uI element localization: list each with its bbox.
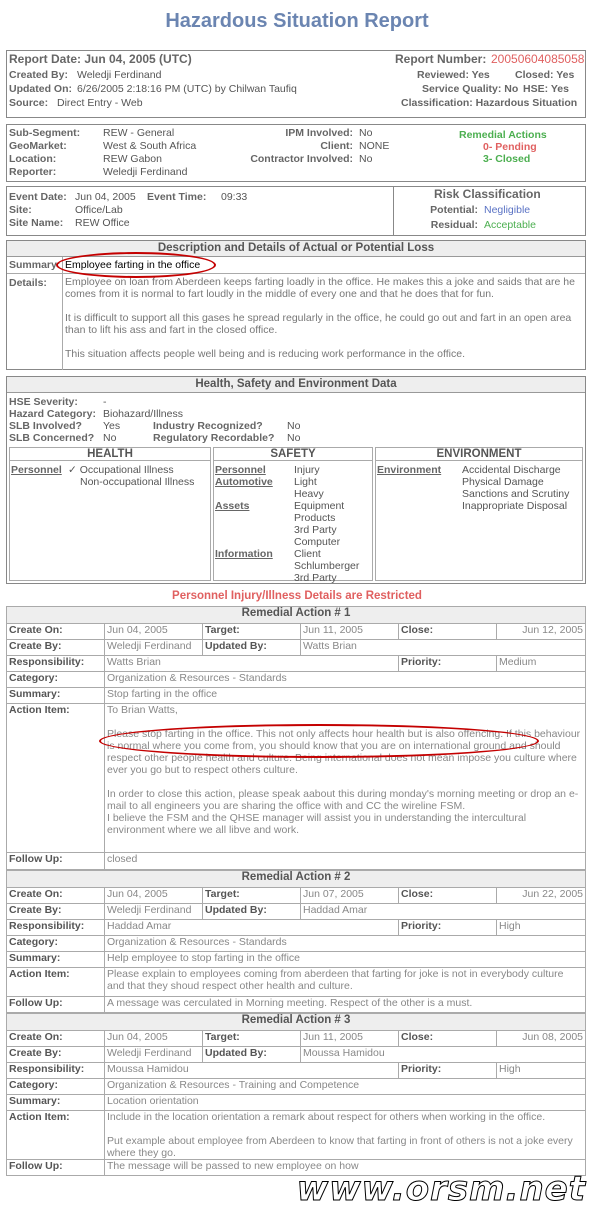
slb-concerned-label: SLB Concerned? [9, 432, 95, 444]
close-value: Jun 22, 2005 [497, 888, 586, 904]
follow-up-label: Follow Up: [7, 853, 105, 870]
category-label: Category: [7, 1079, 105, 1095]
action-header: Remedial Action # 2 [7, 871, 586, 888]
report-header-box [6, 50, 586, 118]
client-label: Client: [320, 140, 353, 152]
close-value: Jun 12, 2005 [497, 624, 586, 640]
event-box [6, 186, 586, 236]
responsibility-value: Haddad Amar [105, 920, 399, 936]
action-item-label: Action Item: [7, 968, 105, 997]
regulatory-recordable-value: No [287, 432, 301, 444]
safety-panel [213, 447, 373, 584]
create-by-value: Weledji Ferdinand [105, 1047, 203, 1063]
products-item: Products [294, 512, 336, 524]
responsibility-label: Responsibility: [7, 1063, 105, 1079]
ipm-value: No [359, 127, 373, 139]
classification: Classification: Hazardous Situation [401, 97, 578, 109]
hse-box [6, 376, 586, 584]
assets-label: Assets [215, 500, 250, 512]
target-value: Jun 11, 2005 [301, 1031, 399, 1047]
reporter-label: Reporter: [9, 166, 57, 178]
third-party-info-item: 3rd Party [294, 572, 337, 584]
contractor-label: Contractor Involved: [250, 153, 353, 165]
remedial-action-3 [6, 1013, 586, 1176]
category-label: Category: [7, 936, 105, 952]
environment-label: Environment [377, 464, 442, 476]
report-number-label: Report Number: [395, 52, 487, 66]
potential-label: Potential: [430, 204, 478, 216]
restricted-notice: Personnel Injury/Illness Details are Restricted [172, 590, 422, 602]
event-time-value: 09:33 [221, 191, 248, 203]
action-item-text: Include in the location orientation a remark about respect for others when working in the office. Put example about employee from Aberdeen to know that farting in front of others is not a joke every where they go. [105, 1111, 586, 1160]
follow-up-value: A message was cerculated in Morning meeting. Respect of the other is a must. [105, 997, 586, 1013]
updated-by-label: Updated By: [203, 640, 301, 656]
report-date: Report Date: Jun 04, 2005 (UTC) [9, 52, 192, 66]
details-divider [62, 274, 63, 370]
source-label: Source: [9, 97, 49, 109]
light-item: Light [294, 476, 317, 488]
create-by-value: Weledji Ferdinand [105, 640, 203, 656]
close-label: Close: [399, 1031, 497, 1047]
responsibility-value: Watts Brian [105, 656, 399, 672]
site-value: Office/Lab [75, 204, 123, 216]
category-value: Organization & Resources - Standards [105, 936, 586, 952]
follow-up-value: closed [105, 853, 586, 870]
hse-header: Health, Safety and Environment Data [7, 377, 585, 393]
remedial-actions-title: Remedial Actions [459, 129, 547, 141]
create-on-label: Create On: [7, 888, 105, 904]
hazard-category-value: Biohazard/Illness [103, 408, 183, 420]
location-label: Location: [9, 153, 57, 165]
reviewed-status: Reviewed: Yes [417, 69, 490, 81]
create-on-label: Create On: [7, 1031, 105, 1047]
residual-value: Acceptable [484, 219, 536, 231]
non-occupational-illness: Non-occupational Illness [80, 476, 195, 488]
action-summary-value: Location orientation [105, 1095, 586, 1111]
watermark: www.orsm.net [296, 1169, 586, 1209]
occupational-illness: ✓ Occupational Illness [68, 464, 174, 476]
event-time-label: Event Time: [147, 191, 207, 203]
close-label: Close: [399, 888, 497, 904]
location-box [6, 124, 586, 182]
action-item-label: Action Item: [7, 1111, 105, 1160]
environment-panel [375, 447, 583, 581]
accidental-discharge: Accidental Discharge [462, 464, 561, 476]
site-name-label: Site Name: [9, 217, 64, 229]
follow-up-label: Follow Up: [7, 1160, 105, 1176]
action-item-label: Action Item: [7, 704, 105, 853]
updated-by-value: Moussa Hamidou [301, 1047, 586, 1063]
created-by-value: Weledji Ferdinand [77, 69, 162, 81]
schlumberger-item: Schlumberger [294, 560, 360, 572]
summary-value: Employee farting in the office [65, 259, 201, 271]
priority-value: Medium [497, 656, 586, 672]
details-label: Details: [9, 277, 47, 289]
updated-by-value: Haddad Amar [301, 904, 586, 920]
regulatory-recordable-label: Regulatory Recordable? [153, 432, 275, 444]
pending-count: 0- Pending [483, 141, 537, 153]
sub-segment-value: REW - General [103, 127, 175, 139]
create-on-value: Jun 04, 2005 [105, 624, 203, 640]
updated-on-value: 6/26/2005 2:18:16 PM (UTC) by Chilwan Taufiq [77, 83, 297, 95]
category-label: Category: [7, 672, 105, 688]
create-by-label: Create By: [7, 640, 105, 656]
site-label: Site: [9, 204, 32, 216]
action-summary-value: Stop farting in the office [105, 688, 586, 704]
follow-up-value: The message will be passed to new employee on how [105, 1160, 586, 1176]
target-value: Jun 11, 2005 [301, 624, 399, 640]
updated-by-label: Updated By: [203, 1047, 301, 1063]
geomarket-label: GeoMarket: [9, 140, 67, 152]
physical-damage: Physical Damage [462, 476, 544, 488]
industry-recognized-value: No [287, 420, 301, 432]
target-label: Target: [203, 624, 301, 640]
create-by-label: Create By: [7, 1047, 105, 1063]
report-number-value: 20050604085058 [491, 52, 585, 66]
hse-severity-label: HSE Severity: [9, 396, 78, 408]
health-title: HEALTH [10, 448, 210, 461]
responsibility-label: Responsibility: [7, 656, 105, 672]
priority-value: High [497, 920, 586, 936]
hse-severity-value: - [103, 396, 107, 408]
safety-personnel-label: Personnel [215, 464, 266, 476]
updated-by-label: Updated By: [203, 904, 301, 920]
priority-label: Priority: [399, 1063, 497, 1079]
action-item-text: Please explain to employees coming from aberdeen that farting for joke is not in everybody culture and that they shoud respect other health and culture. [105, 968, 586, 997]
information-label: Information [215, 548, 273, 560]
action-summary-label: Summary: [7, 1095, 105, 1111]
close-value: Jun 08, 2005 [497, 1031, 586, 1047]
action-header: Remedial Action # 1 [7, 607, 586, 624]
service-quality-status: Service Quality: No [422, 83, 519, 95]
equipment-item: Equipment [294, 500, 345, 512]
priority-label: Priority: [399, 656, 497, 672]
report-title: Hazardous Situation Report [165, 10, 429, 32]
updated-by-value: Watts Brian [301, 640, 586, 656]
reporter-value: Weledji Ferdinand [103, 166, 188, 178]
site-name-value: REW Office [75, 217, 130, 229]
sanctions-scrutiny: Sanctions and Scrutiny [462, 488, 570, 500]
closed-status: Closed: Yes [515, 69, 575, 81]
client-value: NONE [359, 140, 390, 152]
heavy-item: Heavy [294, 488, 324, 500]
summary-highlight-circle [56, 252, 216, 278]
target-label: Target: [203, 1031, 301, 1047]
create-on-label: Create On: [7, 624, 105, 640]
remedial-actions-list [6, 606, 586, 1176]
action-summary-value: Help employee to stop farting in the office [105, 952, 586, 968]
priority-value: High [497, 1063, 586, 1079]
health-panel [9, 447, 211, 581]
create-on-value: Jun 04, 2005 [105, 888, 203, 904]
health-personnel-label: Personnel [11, 464, 62, 476]
closed-count: 3- Closed [483, 153, 531, 165]
sub-segment-label: Sub-Segment: [9, 127, 81, 139]
slb-concerned-value: No [103, 432, 117, 444]
location-value: REW Gabon [103, 153, 162, 165]
source-value: Direct Entry - Web [57, 97, 143, 109]
create-by-value: Weledji Ferdinand [105, 904, 203, 920]
responsibility-value: Moussa Hamidou [105, 1063, 399, 1079]
created-by-label: Created By: [9, 69, 68, 81]
hazard-category-label: Hazard Category: [9, 408, 96, 420]
details-text: Employee on loan from Aberdeen keeps farting loadly in the office. He makes this a joke and saids that are he comes from it is normal to fart loudly in the middle of every one and that he does that for fun. It is difficult to support all this gases he spread regularly in the office, he could go out and fart in an open area than to lift his ass and fart in the closed office. This situation affects people well being and is reducing work performance in the office. [65, 276, 575, 360]
category-value: Organization & Resources - Training and Competence [105, 1079, 586, 1095]
industry-recognized-label: Industry Recognized? [153, 420, 263, 432]
hse-status: HSE: Yes [523, 83, 569, 95]
action-summary-label: Summary: [7, 952, 105, 968]
injury-item: Injury [294, 464, 320, 476]
create-by-label: Create By: [7, 904, 105, 920]
close-label: Close: [399, 624, 497, 640]
action-summary-label: Summary: [7, 688, 105, 704]
ipm-label: IPM Involved: [285, 127, 353, 139]
computer-item: Computer [294, 536, 341, 548]
residual-label: Residual: [430, 219, 478, 231]
follow-up-label: Follow Up: [7, 997, 105, 1013]
inappropriate-disposal: Inappropriate Disposal [462, 500, 568, 512]
risk-title: Risk Classification [434, 187, 541, 201]
risk-classification-panel [393, 186, 587, 236]
priority-label: Priority: [399, 920, 497, 936]
create-on-value: Jun 04, 2005 [105, 1031, 203, 1047]
category-value: Organization & Resources - Standards [105, 672, 586, 688]
action-header: Remedial Action # 3 [7, 1014, 586, 1031]
environment-title: ENVIRONMENT [376, 448, 582, 461]
target-label: Target: [203, 888, 301, 904]
third-party-item: 3rd Party [294, 524, 337, 536]
potential-value: Negligible [484, 204, 531, 216]
event-date-label: Event Date: [9, 191, 67, 203]
summary-label: Summary: [9, 259, 61, 271]
safety-title: SAFETY [214, 448, 372, 461]
remedial-action-2 [6, 870, 586, 1013]
responsibility-label: Responsibility: [7, 920, 105, 936]
updated-on-label: Updated On: [9, 83, 72, 95]
geomarket-value: West & South Africa [103, 140, 197, 152]
automotive-label: Automotive [215, 476, 273, 488]
description-header: Description and Details of Actual or Potential Loss [7, 241, 585, 257]
target-value: Jun 07, 2005 [301, 888, 399, 904]
event-date-value: Jun 04, 2005 [75, 191, 136, 203]
action-highlight-circle [99, 724, 539, 758]
action-item-text: To Brian Watts, Please stop farting in the office. This not only affects hour health but is also offencing. If this behaviour is normal where you come from, you should know that you are on international ground and should respect other people health and culture. Being international does not mean impose you culture where ever you go but to respect others culture. In order to close this action, please speak aabout this during monday's morning meeting or drop an e-mail to all engineers you are sharing the office with and CC the wireline FSM. I believe the FSM and the QHSE manager will assist you in understanding the intercultural environment where we all libve and work. [105, 704, 586, 853]
slb-involved-label: SLB Involved? [9, 420, 82, 432]
slb-involved-value: Yes [103, 420, 121, 432]
contractor-value: No [359, 153, 373, 165]
client-item: Client [294, 548, 321, 560]
